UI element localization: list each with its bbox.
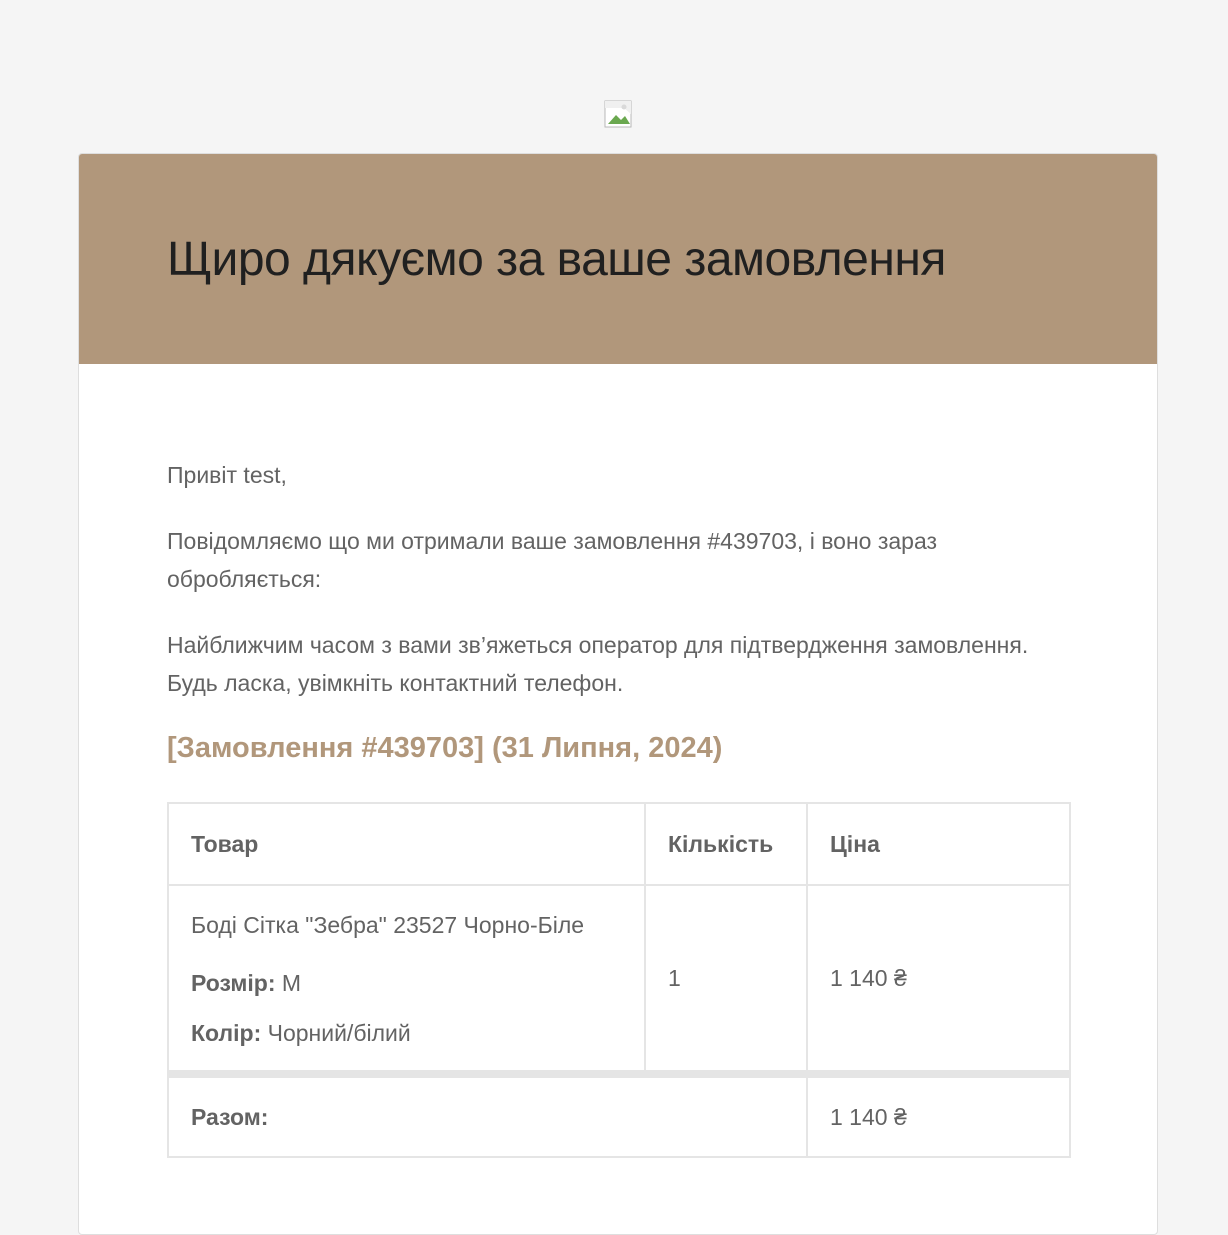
product-name: Боді Сітка "Зебра" 23527 Чорно-Біле	[191, 912, 585, 938]
order-heading[interactable]: [Замовлення #439703] (31 Липня, 2024)	[167, 732, 723, 764]
color-value: Чорний/білий	[267, 1020, 411, 1046]
order-items-table	[167, 802, 1071, 1158]
header-quantity: Кількість	[645, 803, 807, 885]
email-header	[79, 154, 1157, 364]
product-size	[191, 964, 622, 1002]
email-card	[78, 153, 1158, 1235]
header-title: Щиро дякуємо за ваше замовлення	[167, 233, 946, 286]
received-order-text: Повідомляємо що ми отримали ваше замовлення #439703, і воно зараз обробляється:	[167, 528, 938, 592]
operator-contact-text: Найближчим часом з вами зв’яжеться оператор для підтвердження замовлення. Будь ласка, увімкніть контактний телефон.	[167, 632, 1029, 696]
product-cell	[168, 885, 645, 1074]
greeting-text: Привіт test,	[167, 462, 287, 488]
header-price: Ціна	[807, 803, 1070, 885]
table-header-row	[168, 803, 1070, 885]
product-color	[191, 1014, 622, 1052]
header-product: Товар	[168, 803, 645, 885]
total-value: 1 140 ₴	[807, 1074, 1070, 1157]
total-label: Разом:	[168, 1074, 807, 1157]
logo-broken-image-icon	[604, 100, 632, 128]
size-value: M	[281, 970, 302, 996]
email-body	[79, 364, 1157, 1158]
total-row	[168, 1074, 1070, 1157]
table-row	[168, 885, 1070, 1074]
quantity-cell: 1	[645, 885, 807, 1074]
size-label: Розмір:	[191, 970, 276, 996]
color-label: Колір:	[191, 1020, 262, 1046]
price-cell: 1 140 ₴	[807, 885, 1070, 1074]
